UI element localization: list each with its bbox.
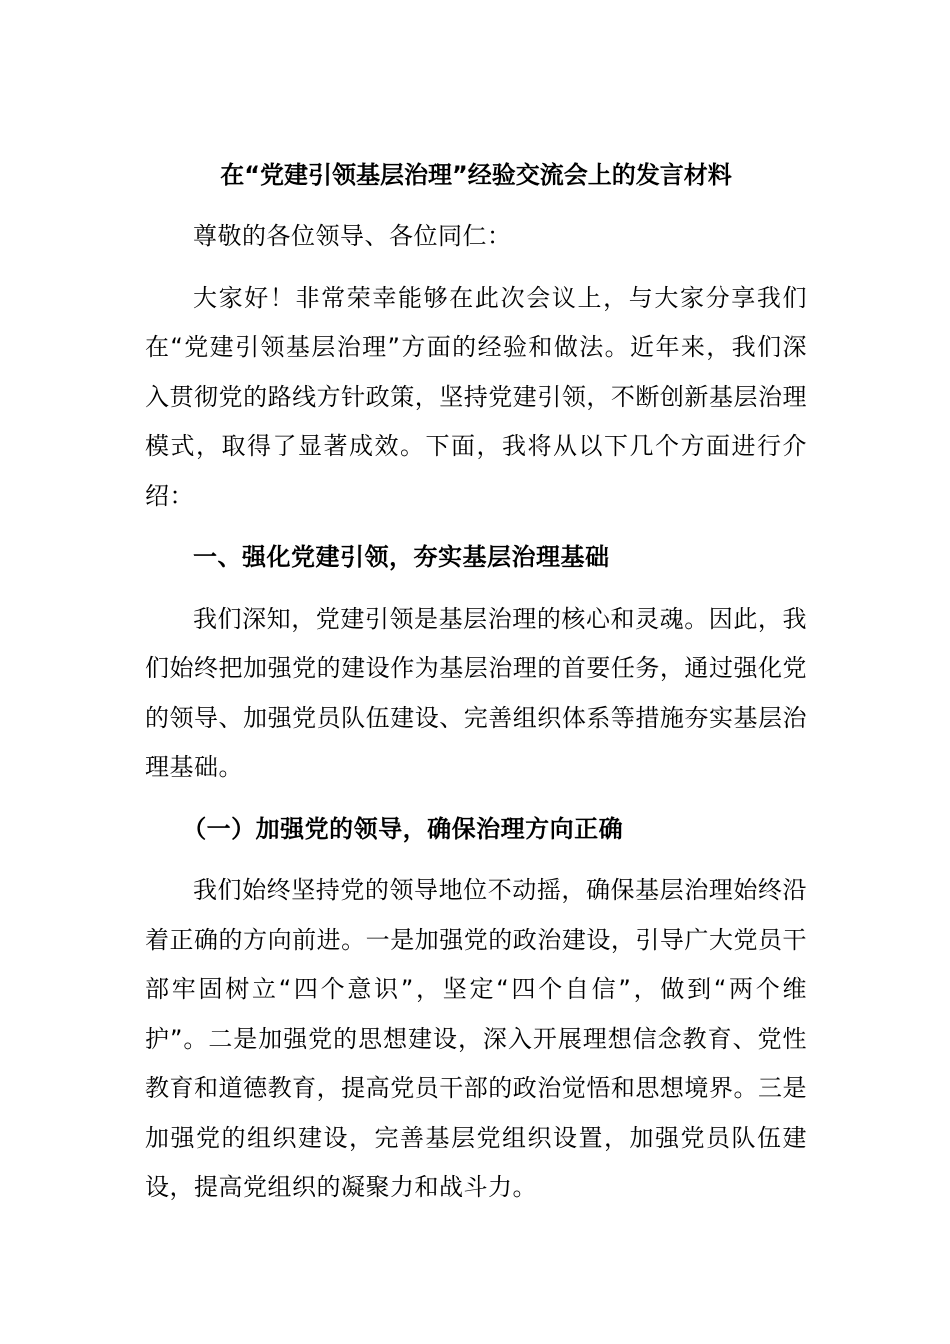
subsection-1-heading: （一）加强党的领导，确保治理方向正确: [182, 814, 624, 843]
document-content: [145, 152, 807, 1225]
salutation: 尊敬的各位领导、各位同仁：: [193, 222, 512, 250]
document-title: 在“党建引领基层治理”经验交流会上的发言材料: [220, 161, 732, 189]
section-1-paragraph: 我们深知，党建引领是基层治理的核心和灵魂。因此，我们始终把加强党的建设作为基层治理的首要任务，通过强化党的领导、加强党员队伍建设、完善组织体系等措施夯实基层治理基础。: [145, 604, 807, 781]
intro-paragraph: 大家好！非常荣幸能够在此次会议上，与大家分享我们在“党建引领基层治理”方面的经验和做法。近年来，我们深入贯彻党的路线方针政策，坚持党建引领，不断创新基层治理模式，取得了显著成效。下面，我将从以下几个方面进行介绍：: [145, 283, 807, 510]
section-1-heading: 一、强化党建引领，夯实基层治理基础: [193, 543, 610, 571]
subsection-1-paragraph: 我们始终坚持党的领导地位不动摇，确保基层治理始终沿着正确的方向前进。一是加强党的政治建设，引导广大党员干部牢固树立“四个意识”，坚定“四个自信”，做到“两个维护”。二是加强党的思想建设，深入开展理想信念教育、党性教育和道德教育，提高党员干部的政治觉悟和思想境界。三是加强党的组织建设，完善基层党组织设置，加强党员队伍建设，提高党组织的凝聚力和战斗力。: [145, 876, 807, 1201]
